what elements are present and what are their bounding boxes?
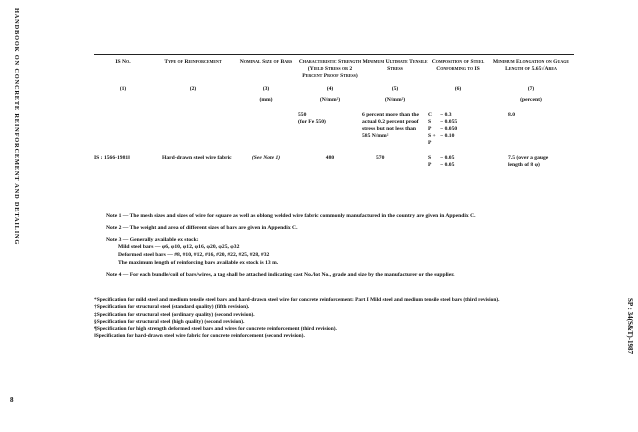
handbook-title-vertical: HANDBOOK ON CONCRETE REINFORCEMENT AND DETAILING [13,8,20,246]
note-4: Note 4 — For each bundle/coil of bars/wires, a tag shall be attached indicating cast No./lot No., grade and size by the manufacturer or the supplier. [106,271,455,278]
strength-cell: 480 [325,154,335,161]
unit-cell [428,97,488,104]
header-strength: Characteristic Strength (Yield Stress or 2 Percent Proof Stress) [298,59,362,79]
size-cell: (See Note 1) [251,154,281,161]
units-row [94,93,574,104]
col-num: (3) [262,85,270,92]
note-3-max-length: The maximum length of reinforcing bars available ex stock is 13 m. [118,260,279,267]
unit-cell: (mm) [259,96,273,103]
strength-cell: 550 (for Fe 550) [298,111,326,125]
page-number: 8 [10,396,14,404]
table-header-row [94,55,574,80]
uts-cell: 570 [376,154,385,161]
header-elongation: Minimum Elongation on Guage Length of 5.65√Area [492,59,570,72]
header-size: Nominal Size of Bars [239,59,293,65]
col-num: (4) [326,85,334,92]
col-num: (1) [119,85,127,92]
col-num: (2) [189,85,197,92]
footnote: *Specification for mild steel and medium tensile steel bars and hard-drawn steel wire for concrete reinforcement: Part I Mild steel and medium tensile steel bars (third revision). [94,297,500,303]
unit-cell: (percent) [520,96,542,103]
uts-cell: 6 percent more than the actual 0.2 percent proof stress but not less than 585 N/mm² [362,111,419,139]
elongation-cell: 7.5 (over a gauge length of 8 φ) [508,154,549,168]
composition-cell: S − 0.05 P − 0.05 [428,154,455,168]
type-cell: Hard-drawn steel wire fabric [162,154,232,161]
is-no-cell: IS : 1566-1981‖ [94,154,130,161]
note-3-mild-steel: Mild steel bars — φ6, φ10, φ12, φ16, φ20, φ25, φ32 [118,244,240,251]
note-3-deformed-steel: Deformed steel bars — #8, #10, #12, #16, #20, #22, #25, #28, #32 [118,252,270,259]
unit-cell [94,97,152,104]
unit-cell: (N/mm²) [319,96,341,103]
note-2: Note 2 — The weight and area of different sizes of bars are given in Appendix C. [106,224,298,231]
col-num: (7) [527,85,535,92]
footnote: †Specification for structural steel (standard quality) (fifth revision). [94,304,250,311]
unit-cell [152,97,234,104]
table-row [94,155,574,169]
table-notes [106,213,586,284]
table-row [94,112,574,147]
header-composition: Composition of Steel Conforming to IS [431,59,485,72]
col-num: (6) [454,85,462,92]
column-number-row [94,80,574,93]
header-type: Type of Reinforcement [164,59,222,65]
header-is-no: IS No. [115,59,131,65]
unit-cell: (N/mm²) [384,96,406,103]
footnotes [94,297,594,341]
note-3: Note 3 — Generally available ex stock: Mild steel bars — φ6, φ10, φ12, φ16, φ20, φ25, φ32 Deformed steel bars — #8, #10, #12, #16, #20, #22, #25, #28, #32 The maximum length of reinforcing bars available ex stock is 13 m. [106,236,279,267]
footnote: ‡Specification for structural steel (ordinary quality) (second revision). [94,311,255,318]
composition-cell: C − 0.3 S − 0.055 P − 0.050 S + P − 0.10 [428,111,458,146]
footnote: ¶Specification for high strength deformed steel bars and wires for concrete reinforcement (third revision). [94,326,337,333]
reinforcement-table [94,54,574,169]
header-uts: Minimum Ultimate Tensile Stress [362,59,428,72]
col-num: (5) [391,85,399,92]
elongation-cell: 8.0 [508,111,515,118]
footnote: §Specification for structural steel (high quality) (second revision). [94,318,245,325]
standard-code-vertical: SP : 34(S&T)-1987 [626,298,634,354]
footnote: ‖Specification for hard-drawn steel wire fabric for concrete reinforcement (second revision). [94,333,305,340]
note-1: Note 1 — The mesh sizes and sizes of wire for square as well as oblong welded wire fabric commonly manufactured in the country are given in Appendix C. [106,213,476,219]
